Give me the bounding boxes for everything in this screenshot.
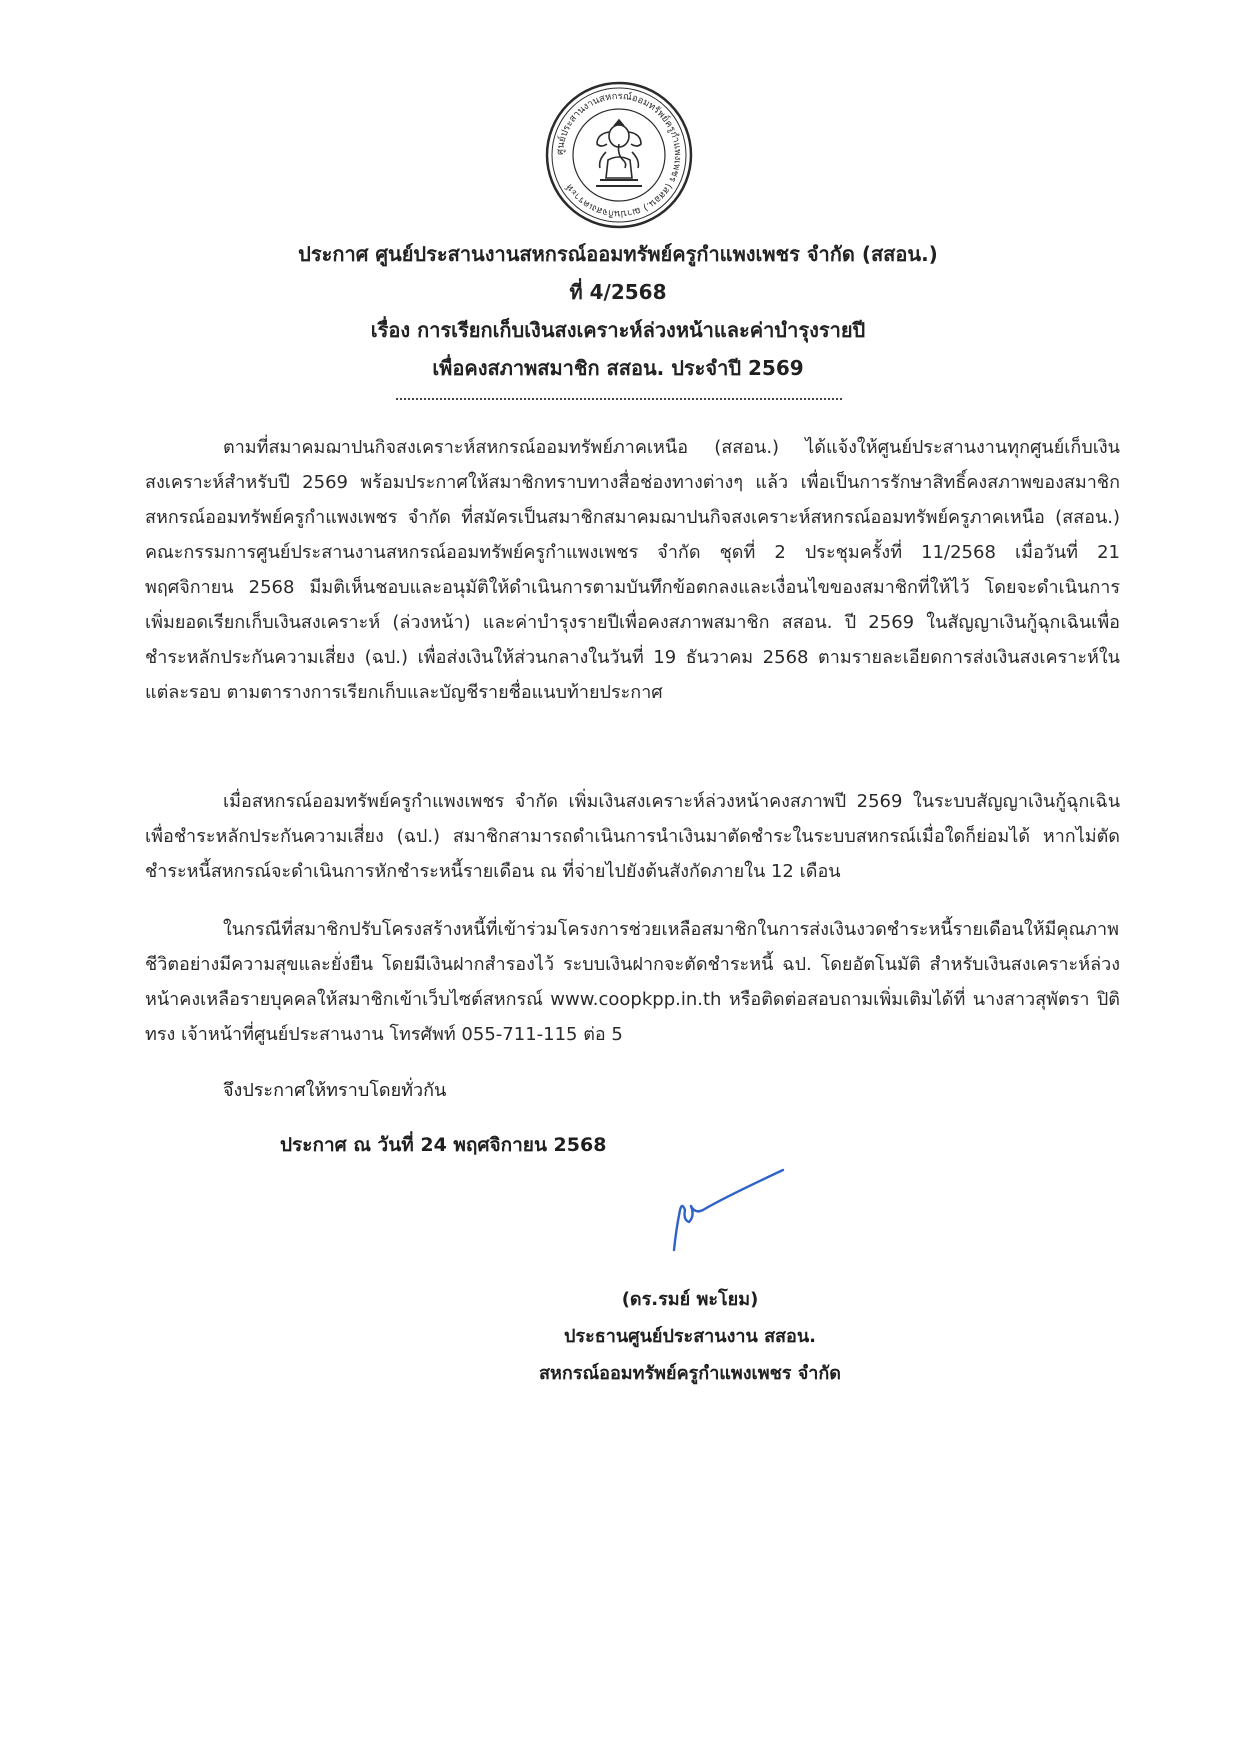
paragraph-text: ตามที่สมาคมฌาปนกิจสงเคราะห์สหกรณ์ออมทรัพย์ภาคเหนือ (สสอน.) ได้แจ้งให้ศูนย์ประสานงานทุกศูนย์เก็บเงินสงเคราะห์สำหรับปี 2569 พร้อมประกาศให้สมาชิกทราบทางสื่อช่องทางต่างๆ แล้ว เพื่อเป็นการรักษาสิทธิ์คงสภาพของสมาชิกสหกรณ์ออมทรัพย์ครูกำแพงเพชร จำกัด ที่สมัครเป็นสมาชิกสมาคมฌาปนกิจสงเคราะห์สหกรณ์ออมทรัพย์ครูภาคเหนือ (สสอน.) คณะกรรมการศูนย์ประสานงานสหกรณ์ออมทรัพย์ครูกำแพงเพชร จำกัด ชุดที่ 2 ประชุมครั้งที่ 11/2568 เมื่อวันที่ 21 พฤศจิกายน 2568 มีมติเห็นชอบและอนุมัติให้ดำเนินการตามบันทึกข้อตกลงและเงื่อนไขของสมาชิกที่ให้ไว้ โดยจะดำเนินการเพิ่มยอดเรียกเก็บเงินสงเคราะห์ (ล่วงหน้า) และค่าบำรุงรายปีเพื่อคงสภาพสมาชิก สสอน. ปี 2569 ในสัญญาเงินกู้ฉุกเฉินเพื่อชำระหลักประกันความเสี่ยง (ฉป.) เพื่อส่งเงินให้ส่วนกลางในวันที่ 19 ธันวาคม 2568 ตามรายละเอียดการส่งเงินสงเคราะห์ในแต่ละรอบ ตามตารางการเรียกเก็บและบัญชีรายชื่อแนบท้ายประกาศ: [145, 437, 1120, 703]
signatory-organization: สหกรณ์ออมทรัพย์ครูกำแพงเพชร จำกัด: [539, 1363, 841, 1384]
subject-line-2: เพื่อคงสภาพสมาชิก สสอน. ประจำปี 2569: [432, 356, 804, 380]
body-paragraph-1: [145, 430, 1120, 710]
paragraph-text: ในกรณีที่สมาชิกปรับโครงสร้างหนี้ที่เข้าร่วมโครงการช่วยเหลือสมาชิกในการส่งเงินงวดชำระหนี้รายเดือนให้มีคุณภาพชีวิตอย่างมีความสุขและยั่งยืน โดยมีเงินฝากสำรองไว้ ระบบเงินฝากจะตัดชำระหนี้ ฉป. โดยอัตโนมัติ สำหรับเงินสงเคราะห์ล่วงหน้าคงเหลือรายบุคคลให้สมาชิกเข้าเว็บไซต์สหกรณ์ www.coopkpp.in.th หรือติดต่อสอบถามเพิ่มเติมได้ที่ นางสาวสุพัตรา ปิติทรง เจ้าหน้าที่ศูนย์ประสานงาน โทรศัพท์ 055-711-115 ต่อ 5: [145, 919, 1120, 1045]
signatory-position: ประธานศูนย์ประสานงาน สสอน.: [564, 1326, 816, 1347]
paragraph-text: เมื่อสหกรณ์ออมทรัพย์ครูกำแพงเพชร จำกัด เพิ่มเงินสงเคราะห์ล่วงหน้าคงสภาพปี 2569 ในระบบสัญญาเงินกู้ฉุกเฉินเพื่อชำระหลักประกันความเสี่ยง (ฉป.) สมาชิกสามารถดำเนินการนำเงินมาตัดชำระในระบบสหกรณ์เมื่อใดก็ย่อมได้ หากไม่ตัดชำระหนี้สหกรณ์จะดำเนินการหักชำระหนี้รายเดือน ณ ที่จ่ายไปยังต้นสังกัดภายใน 12 เดือน: [145, 791, 1120, 882]
handwritten-signature-icon: [660, 1160, 790, 1260]
subject-line-1: เรื่อง การเรียกเก็บเงินสงเคราะห์ล่วงหน้าและค่าบำรุงรายปี: [370, 318, 866, 342]
body-paragraph-2: [145, 784, 1120, 889]
dotted-divider: [396, 398, 842, 400]
signatory-name: (ดร.รมย์ พะโยม): [621, 1289, 759, 1310]
announcement-date: ประกาศ ณ วันที่ 24 พฤศจิกายน 2568: [280, 1134, 607, 1156]
seal-ring-text: ศูนย์ประสานงานสหกรณ์ออมทรัพย์ครูกำแพงเพชร (สสอน.) ฌาปนกิจสงเคราะห์: [554, 90, 684, 220]
announcement-number: ที่ 4/2568: [569, 280, 667, 304]
body-paragraph-3: [145, 912, 1120, 1052]
closing-notice: จึงประกาศให้ทราบโดยทั่วกัน: [223, 1080, 447, 1101]
ganesha-seal-icon: [544, 80, 694, 230]
announcement-title: ประกาศ ศูนย์ประสานงานสหกรณ์ออมทรัพย์ครูกำแพงเพชร จำกัด (สสอน.): [298, 242, 938, 266]
